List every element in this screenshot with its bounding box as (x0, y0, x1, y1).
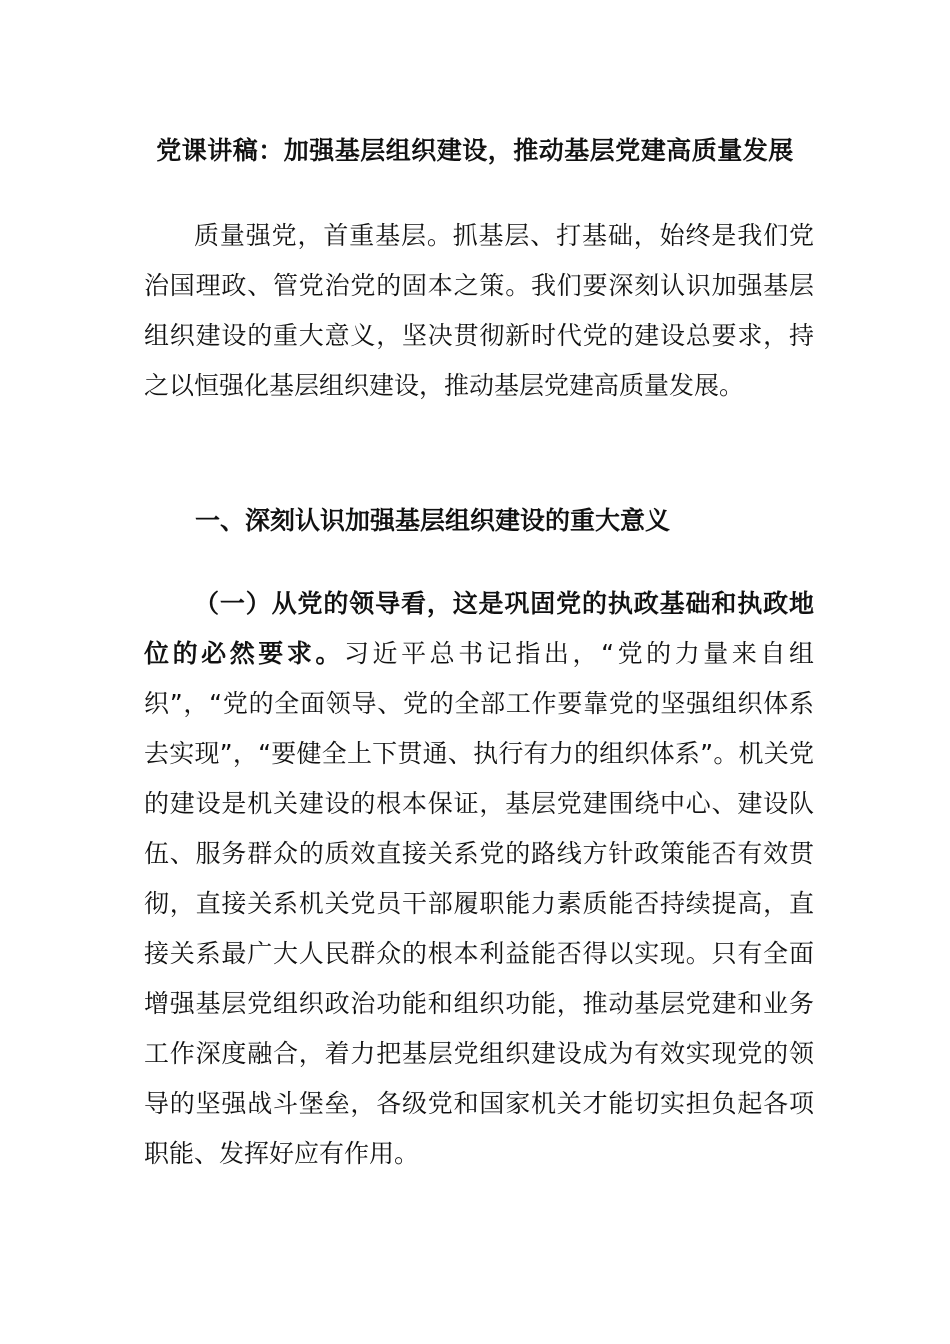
subsection-lead: （一）从党的领导看，这是巩固党的执政基础和执政地位的必然要求。 (144, 589, 814, 668)
subsection-body: 习近平总书记指出，“党的力量来自组织”，“党的全面领导、党的全部工作要靠党的坚强组织体系去实现”，“要健全上下贯通、执行有力的组织体系”。机关党的建设是机关建设的根本保证，基层党建围绕中心、建设队伍、服务群众的质效直接关系党的路线方针政策能否有效贯彻，直接关系机关党员干部履职能力素质能否持续提高，直接关系最广大人民群众的根本利益能否得以实现。只有全面增强基层党组织政治功能和组织功能，推动基层党建和业务工作深度融合，着力把基层党组织建设成为有效实现党的领导的坚强战斗堡垒，各级党和国家机关才能切实担负起各项职能、发挥好应有作用。 (144, 639, 814, 1168)
section-heading: 一、深刻认识加强基层组织建设的重大意义 (195, 506, 671, 535)
subsection-paragraph (144, 579, 814, 1179)
document-title: 党课讲稿：加强基层组织建设，推动基层党建高质量发展 (156, 136, 794, 165)
intro-paragraph: 质量强党，首重基层。抓基层、打基础，始终是我们党治国理政、管党治党的固本之策。我们要深刻认识加强基层组织建设的重大意义，坚决贯彻新时代党的建设总要求，持之以恒强化基层组织建设，推动基层党建高质量发展。 (144, 221, 814, 400)
